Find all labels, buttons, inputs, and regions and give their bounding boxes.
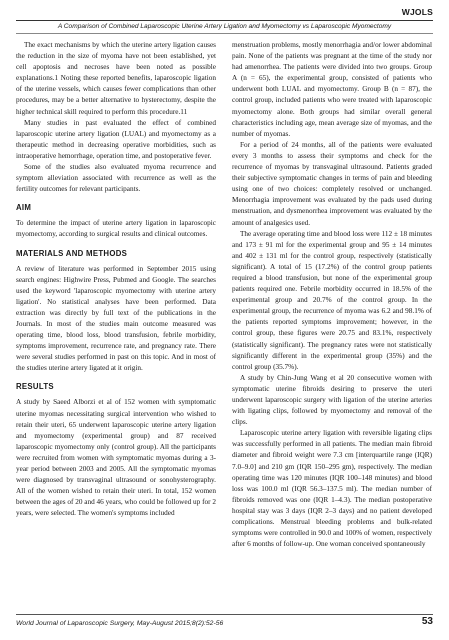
- left-column: [16, 40, 216, 610]
- results-text: A study by Saeed Alborzi et al of 152 women with symptomatic uterine myomas necessitating surgical intervention who wished to retain their uteri, 65 underwent laparoscopic uterine artery ligation and myomectomy (experimental group) and 87 received laparoscopic myomectomy only (control group). All the participants were recruited from women with symptomatic myomas during a 3-year period between 2003 and 2005. All the symptomatic myomas were diagnosed by transvaginal ultrasound or sonohysterography. All of the women wished to retain their uteri. In total, 152 women between the ages of 20 and 46 years, who could be followed up for 2 years, were selected. The women's symptoms included: [16, 398, 216, 518]
- results-heading: RESULTS: [16, 382, 54, 392]
- right-paragraph-3: The average operating time and blood loss were 112 ± 18 minutes and 173 ± 91 ml for the experimental group and 95 ± 14 minutes and 402 ± 131 ml for the control group, respectively (statistically significant). A total of 15 (17.2%) of the control group patients required a blood transfusion, but none of the experimental group patients required one. Febrile morbidity occurred in 18.5% of the experimental group and 20.7% of the control group. In the experimental group, the recurrence of myoma was 6.2 and 98.1% of the patients reported symptoms improvement; however, in the control group, these figures were 20.75 and 83.1%, respectively (statistically significant). The pregnancy rates were not statistically significantly different in the experimental group (35%) and the control group (35.7%).: [232, 229, 432, 371]
- header-rule: [16, 20, 433, 21]
- left-paragraph-2: Many studies in past evaluated the effect of combined laparoscopic uterine artery ligation (LUAL) and myomectomy as a therapeutic method in decreasing operative morbidities, such as intraoperative hemorrhage, operation time, and postoperative fever.: [16, 118, 216, 160]
- header-rule-secondary: [16, 33, 433, 34]
- footer-citation: World Journal of Laparoscopic Surgery, May-August 2015;8(2):52-56: [16, 620, 224, 627]
- running-title: A Comparison of Combined Laparoscopic Uterine Artery Ligation and Myomectomy vs Laparoscopic Myomectomy: [57, 23, 392, 30]
- aim-heading: AIM: [16, 203, 32, 213]
- journal-tag: WJOLS: [401, 7, 433, 17]
- methods-text: A review of literature was performed in September 2015 using search engines: Highwire Press, Pubmed and Google. The searches used the keyword 'laparoscopic myomectomy with uterine artery ligation'. No statistical analyses have been performed. Data extraction was directly by full text of the publications in the Journals. In most of the studies main outcome measured was operating time, blood loss, blood transfusion, febrile morbidity, symptoms improvement, recurrence rate, and pregnancy rate. There were several studies performed in past on this topic. And in most of the studies uterine artery ligated at it origin.: [16, 264, 216, 373]
- right-paragraph-4: A study by Chin-Jung Wang et al 20 consecutive women with symptomatic uterine fibroids desiring to preserve the uteri underwent laparoscopic surgery with ligation of the uterine arteries with ligating clips, followed by myomectomy and removal of the clips.: [232, 373, 432, 427]
- left-paragraph-1: The exact mechanisms by which the uterine artery ligation causes the reduction in the size of myoma have not been established, yet cell apoptosis and necroses have been noted as possible explanations.1 Noting these reported benefits, laparoscopic ligation of the uterine vessels, which causes fewer complications than other procedures, may be a better alternative to hysterectomy, despite the higher technical skill required to perform this procedure.11: [16, 41, 216, 116]
- footer-rule: [16, 614, 433, 615]
- methods-heading: MATERIALS AND METHODS: [16, 248, 128, 258]
- right-paragraph-1: menstruation problems, mostly menorrhagia and/or lower abdominal pain. None of the patients was pregnant at the time of the study nor had amenorrhea. The patients were divided into two groups. Group A (n = 65), the experimental group, consisted of patients who underwent both LUAL and myomectomy. Group B (n = 87), the control group, included patients who were treated with laparoscopic myomectomy alone. Both groups had similar overall general characteristics including age, mean average size of myomas, and the number of myomas.: [232, 41, 432, 138]
- aim-text: To determine the impact of uterine artery ligation in laparoscopic myomectomy, according to surgical results and clinical outcomes.: [16, 219, 216, 239]
- right-paragraph-5: Laparoscopic uterine artery ligation with reversible ligating clips was successfully performed in all patients. The median main fibroid diameter and fibroid weight were 7.3 cm [interquartile range (IQR) 7.0–9.0] and 210 gm (IQR 150–295 gm), respectively. The median operating time was 120 minutes (IQR 100–148 minutes) and blood loss was 100.0 ml (IQR 56.3–137.5 ml). The median number of fibroids removed was one (IQR 1–4.3). The median postoperative hospital stay was 3 days (IQR 2–3 days) and no patient developed complications. Menstrual bleeding problems and bulk-related symptoms were controlled in 90.0 and 100% of women, respectively after 6 months of follow-up. One woman conceived spontaneously: [232, 429, 432, 549]
- page-number: 53: [421, 616, 433, 627]
- right-column: [232, 40, 432, 610]
- left-paragraph-3: Some of the studies also evaluated myoma recurrence and symptom alleviation associated with recurrence as well as the fertility outcomes for relevant participants.: [16, 163, 216, 194]
- right-paragraph-2: For a period of 24 months, all of the patients were evaluated every 3 months to assess their symptoms and check for the recurrence of myomas by transvaginal ultrasound. Patients graded their subjective symptomatic changes in terms of pain and bleeding using one of two choices: completely resolved or unchanged. Menorrhagia improvement was evaluated by the pads used during menstruation, and dysmenorrhea improvement was evaluated by the amount of analgesics used.: [232, 140, 432, 227]
